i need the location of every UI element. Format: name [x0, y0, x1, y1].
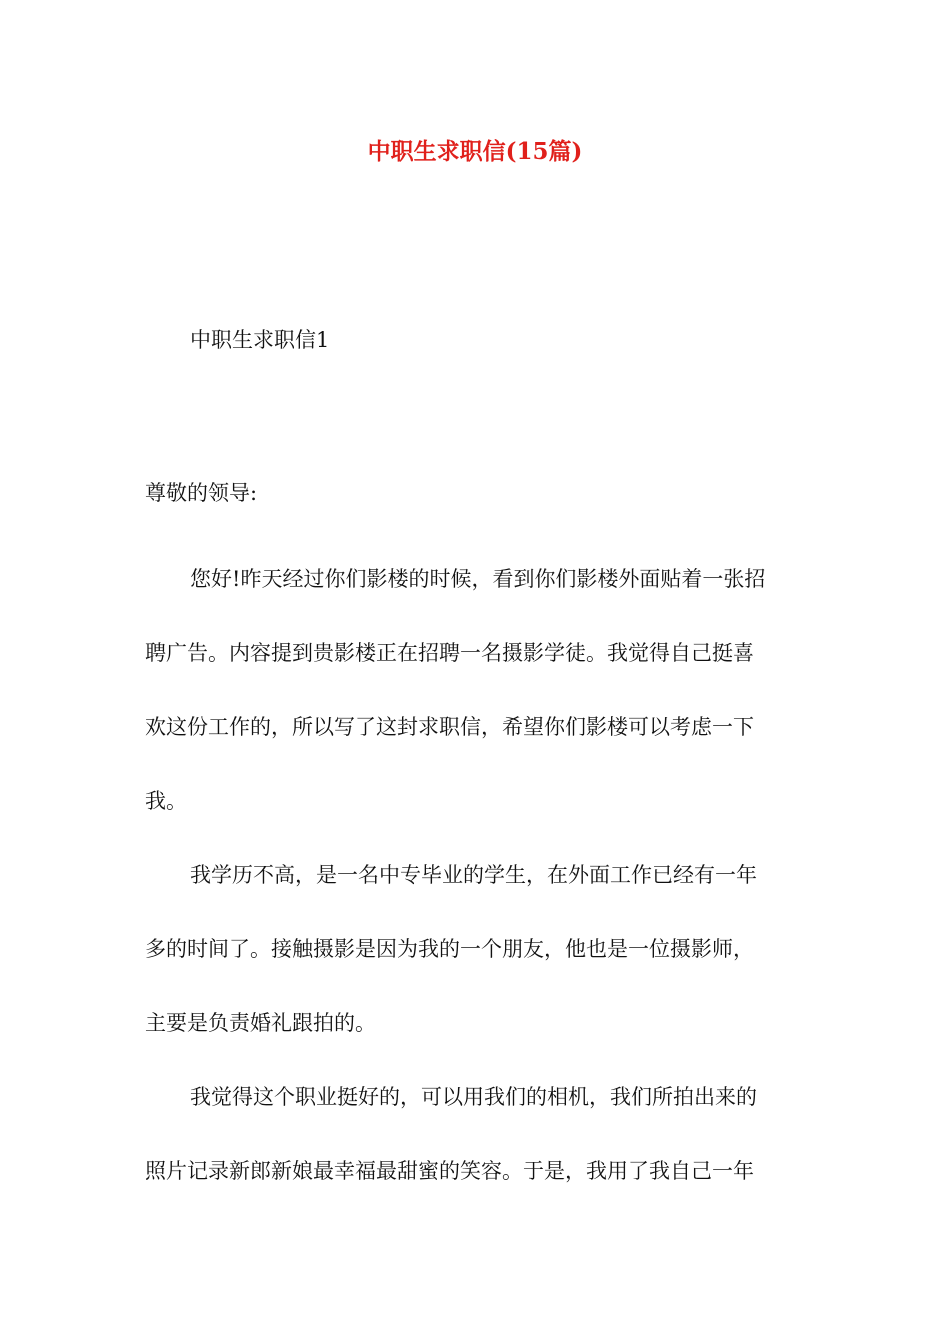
- text-line: 照片记录新郎新娘最幸福最甜蜜的笑容。于是，我用了我自己一年: [145, 1159, 754, 1183]
- text-line: 您好!昨天经过你们影楼的时候，看到你们影楼外面贴着一张招: [190, 567, 766, 591]
- text-line: 聘广告。内容提到贵影楼正在招聘一名摄影学徒。我觉得自己挺喜: [145, 641, 754, 665]
- letter-body: [145, 542, 807, 1208]
- text-line: 我。: [145, 789, 187, 813]
- text-line: 欢这份工作的，所以写了这封求职信，希望你们影楼可以考虑一下: [145, 715, 754, 739]
- text-line: 多的时间了。接触摄影是因为我的一个朋友，他也是一位摄影师，: [145, 937, 754, 961]
- document-title: 中职生求职信(15篇): [367, 138, 583, 165]
- paragraph-2: [145, 838, 807, 1060]
- text-line: 我觉得这个职业挺好的，可以用我们的相机，我们所拍出来的: [190, 1085, 757, 1109]
- section-heading: 中职生求职信1: [190, 328, 330, 352]
- text-line: 主要是负责婚礼跟拍的。: [145, 1011, 376, 1035]
- paragraph-3: [145, 1060, 807, 1208]
- salutation: 尊敬的领导:: [145, 481, 258, 505]
- text-line: 我学历不高，是一名中专毕业的学生，在外面工作已经有一年: [190, 863, 757, 887]
- paragraph-1: [145, 542, 807, 838]
